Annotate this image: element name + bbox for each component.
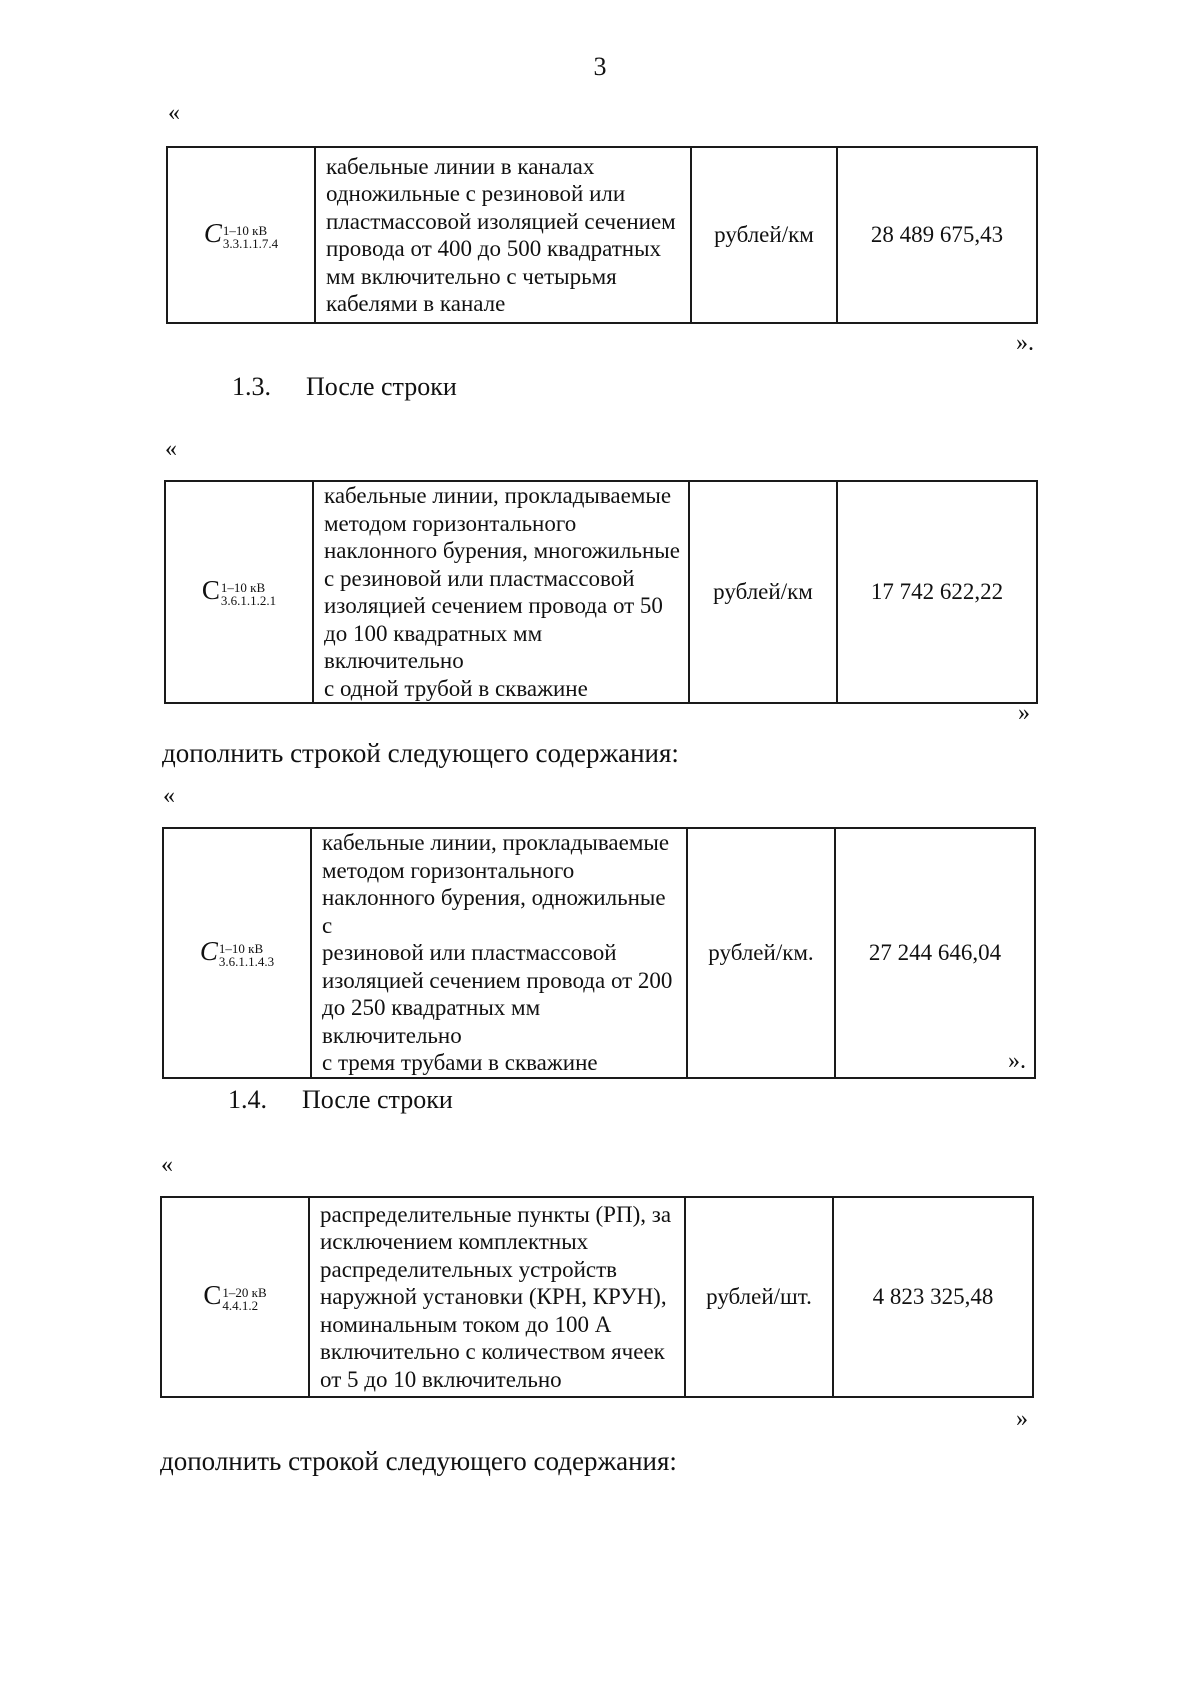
description-line: методом горизонтального — [322, 857, 575, 883]
rate-code — [161, 1197, 309, 1397]
description-line: наружной установки (КРН, КРУН), — [320, 1284, 667, 1310]
rate-code-letter: C — [201, 575, 220, 606]
open-quote: « — [168, 100, 180, 126]
description-line: кабельные линии в каналах — [326, 153, 595, 179]
description-line: кабельные линии, прокладываемые — [322, 830, 670, 855]
description-line: пластмассовой изоляцией сечением — [326, 208, 676, 234]
tariff-table-row — [162, 827, 1036, 1079]
rate-code-index: 3.6.1.1.2.1 — [220, 592, 277, 608]
close-quote: » — [1016, 1406, 1028, 1432]
close-quote: » — [1018, 700, 1030, 726]
section-text: После строки — [306, 372, 457, 401]
close-quote: ». — [1016, 330, 1034, 356]
section-heading — [232, 372, 457, 402]
description-line: с тремя трубами в скважине — [322, 1050, 598, 1075]
description-line: исключением комплектных — [320, 1229, 589, 1255]
open-quote: « — [163, 783, 175, 809]
section-number: 1.3. — [232, 372, 271, 401]
rate-code — [165, 481, 313, 703]
rate-description — [311, 828, 687, 1078]
description-line: включительно с количеством ячеек — [320, 1339, 665, 1365]
rate-description — [313, 481, 689, 703]
description-line: до 100 квадратных мм включительно — [324, 620, 543, 673]
rate-code-letter: C — [203, 218, 222, 249]
rate-code-index: 3.6.1.1.4.3 — [218, 953, 275, 969]
close-quote: ». — [1008, 1048, 1026, 1074]
description-line: кабелями в канале — [326, 291, 506, 316]
rate-code-voltage: 1–10 кВ — [218, 940, 264, 956]
rate-description — [315, 147, 691, 323]
section-number: 1.4. — [228, 1085, 267, 1114]
rate-code-voltage: 1–10 кВ — [220, 579, 266, 595]
rate-unit: рублей/км. — [687, 828, 835, 1078]
tariff-table-row — [166, 146, 1038, 324]
description-line: мм включительно с четырьмя — [326, 263, 617, 289]
rate-value: 17 742 622,22 — [837, 481, 1037, 703]
rate-code-voltage: 1–20 кВ — [222, 1284, 267, 1300]
rate-unit: рублей/км — [689, 481, 837, 703]
description-line: кабельные линии, прокладываемые — [324, 483, 672, 508]
tariff-table-row — [164, 480, 1038, 704]
description-line: наклонного бурения, одножильные с — [322, 885, 666, 938]
description-line: изоляцией сечением провода от 200 — [322, 967, 673, 993]
open-quote: « — [161, 1152, 173, 1178]
description-line: с одной трубой в скважине — [324, 675, 588, 701]
rate-code-index: 4.4.1.2 — [222, 1297, 259, 1313]
rate-value: 4 823 325,48 — [833, 1197, 1033, 1397]
description-line: распределительные пункты (РП), за — [320, 1201, 672, 1227]
description-line: распределительных устройств — [320, 1256, 618, 1282]
rate-code — [163, 828, 311, 1078]
section-text: После строки — [302, 1085, 453, 1114]
rate-code — [167, 147, 315, 323]
rate-code-letter: C — [203, 1280, 222, 1311]
supplement-text: дополнить строкой следующего содержания: — [162, 738, 679, 768]
description-line: до 250 квадратных мм включительно — [322, 995, 541, 1048]
rate-value: 28 489 675,43 — [837, 147, 1037, 323]
rate-value: 27 244 646,04 — [835, 828, 1035, 1078]
rate-description — [309, 1197, 685, 1397]
description-line: от 5 до 10 включительно — [320, 1366, 562, 1392]
description-line: с резиновой или пластмассовой — [324, 565, 635, 591]
section-heading — [228, 1085, 453, 1115]
rate-code-voltage: 1–10 кВ — [222, 222, 268, 238]
page-number: 3 — [593, 52, 607, 81]
rate-code-index: 3.3.1.1.7.4 — [222, 235, 279, 251]
rate-unit: рублей/км — [691, 147, 837, 323]
supplement-text: дополнить строкой следующего содержания: — [160, 1446, 677, 1476]
description-line: изоляцией сечением провода от 50 — [324, 593, 663, 618]
description-line: одножильные с резиновой или — [326, 181, 626, 206]
description-line: резиновой или пластмассовой — [322, 940, 617, 965]
rate-code-letter: C — [199, 935, 218, 966]
description-line: наклонного бурения, многожильные — [324, 538, 680, 563]
description-line: номинальным током до 100 А — [320, 1311, 612, 1337]
description-line: провода от 400 до 500 квадратных — [326, 236, 662, 261]
rate-unit: рублей/шт. — [685, 1197, 833, 1397]
description-line: методом горизонтального — [324, 510, 577, 536]
tariff-table-row — [160, 1196, 1034, 1398]
open-quote: « — [165, 436, 177, 462]
